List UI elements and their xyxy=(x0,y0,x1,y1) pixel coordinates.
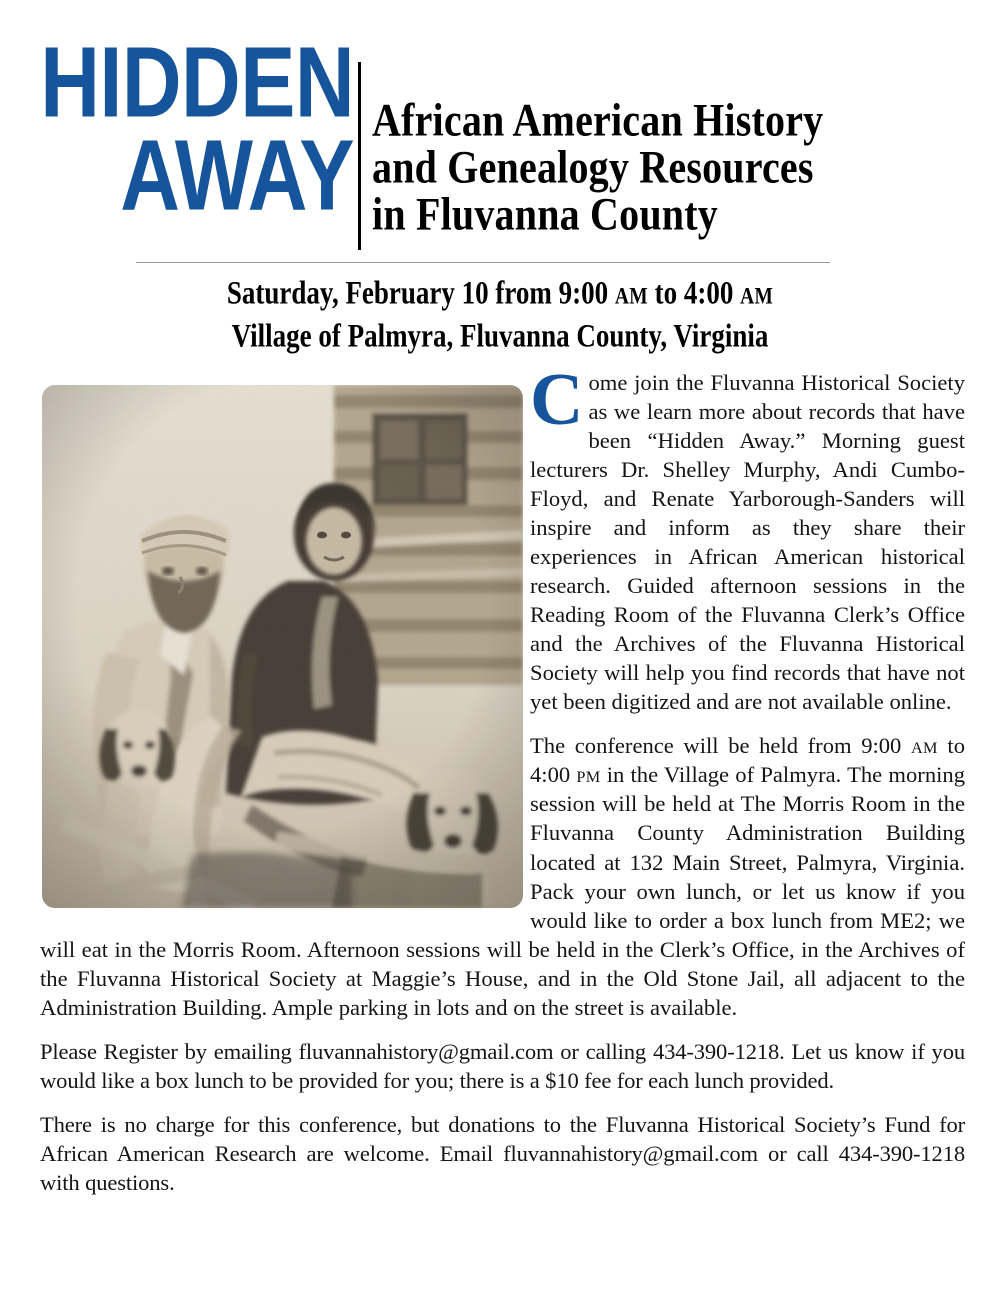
title-line-2: and Genealogy Resources xyxy=(372,140,814,194)
poster-title xyxy=(372,93,972,241)
paragraph-registration: Please Register by emailing fluvannahistory@gmail.com or calling 434-390-1218. Let us know if you would like a box lunch to be provided for you; there is a $10 fee for each lunch provided. xyxy=(40,1038,965,1093)
event-location-line: Village of Palmyra, Fluvanna County, Virginia xyxy=(231,317,769,354)
event-date-ampm-start: AM xyxy=(614,284,648,310)
masthead-vertical-divider xyxy=(358,62,361,250)
event-date-prefix: Saturday, February 10 from 9:00 xyxy=(226,274,615,312)
masthead xyxy=(0,0,1000,258)
logo-line-hidden: HIDDEN xyxy=(40,25,355,139)
masthead-horizontal-divider xyxy=(136,262,830,263)
event-logo xyxy=(40,25,355,231)
logistics-part-a: The conference will be held from 9:00 xyxy=(530,733,911,759)
logistics-ampm-end: PM xyxy=(576,768,601,787)
drop-cap-letter: C xyxy=(530,359,584,441)
logistics-ampm-start: AM xyxy=(910,739,938,758)
paragraph-intro-text: ome join the Fluvanna Historical Society as we learn more about records that have been “Hidden Away.” Morning guest lecturers Dr. Shelley Murphy, Andi Cumbo-Floyd, and Renate Yarborough-Sanders will inspire and inform as they share their experiences in African American historical research. Guided afternoon sessions in the Reading Room of the Fluvanna Clerk’s Office and the Archives of the Fluvanna Historical Society will help you find records that have not yet been digitized and are not available online. xyxy=(530,370,965,715)
paragraph-donations: There is no charge for this conference, but donations to the Fluvanna Historical Society’s Fund for African American Research are welcome. Email fluvannahistory@gmail.com or call 434-390-1218 with questions. xyxy=(40,1111,965,1195)
title-line-1: African American History xyxy=(372,93,824,146)
logo-line-away: AWAY xyxy=(120,118,354,231)
logistics-part-b: to 4:00 xyxy=(530,733,965,788)
photo-text-wrap-spacer xyxy=(40,368,530,913)
event-details xyxy=(0,272,1000,357)
event-date-ampm-end: AM xyxy=(740,284,774,310)
body-copy xyxy=(40,359,965,1197)
event-date-line xyxy=(0,272,1000,315)
event-date-mid: to 4:00 xyxy=(647,274,741,312)
logistics-part-c: in the Village of Palmyra. The morning session will be held at The Morris Room in the Fluvanna County Administration Building located at 132 Main Street, Palmyra, Virginia. Pack your own lunch, or let us know if you would like to order a box lunch from ME2; we will eat in the Morris Room. Afternoon sessions will be held in the Clerk’s Office, in the Archives of the Fluvanna Historical Society at Maggie’s House, and in the Old Stone Jail, all adjacent to the Administration Building. Ample parking in lots and on the street is available. xyxy=(40,762,965,1020)
title-line-3: in Fluvanna County xyxy=(372,188,718,241)
